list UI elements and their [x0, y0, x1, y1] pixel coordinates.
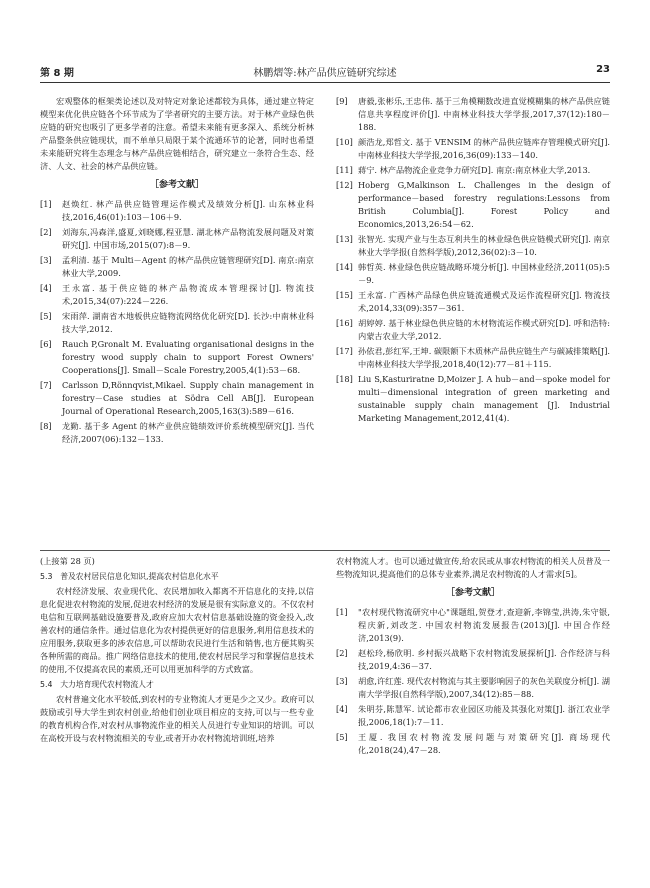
section-heading-5-3: 5.3 普及农村居民信息化知识,提高农村信息化水平: [40, 572, 219, 581]
top-right-column: [336, 95, 610, 427]
body-paragraph: 农村普遍文化水平较低,到农村的专业物流人才更是少之又少。政府可以鼓励或引导大学生到农村创业,给他们创业项目相应的支持,可以与一些专业的教育机构合作,对农村从事物流作业的相关人员进行专业知识的培训。可以在高校开设与农村物流相关的专业,或者开办农村物流培训班,培养: [40, 694, 314, 743]
reference-item: [7] Carlsson D,Rönnqvist,Mikael. Supply chain management in forestry－Case studies at Södra Cell AB[J]. European Journal of Operational Research,2005,163(3):589－616.: [40, 380, 314, 416]
reference-item: [17] 孙依君,彭红军,王坤. 碳限额下木质林产品供应链生产与碳减排策略[J]. 中南林业科技大学学报,2018,40(12):77－81＋115.: [336, 346, 610, 369]
reference-item: [6] Rauch P,Gronalt M. Evaluating organisational designs in the forestry wood supply chain to support Forest Owners' Cooperations[J]. Small－Scale Forestry,2005,4(1):53－68.: [40, 339, 314, 375]
reference-item: [18] Liu S,Kasturiratne D,Moizer J. A hub－and－spoke model for multi－dimensional integration of green marketing and sustainable supply chain management [J]. Industrial Marketing Management,2012,41(4).: [336, 374, 610, 423]
bottom-right-column: [336, 555, 610, 759]
page-number: 23: [596, 64, 610, 75]
reference-item: [8] 龙勤. 基于多 Agent 的林产业供应链绩效评价系统模型研究[J]. 当代经济,2007(06):132－133.: [40, 421, 314, 444]
reference-item: [4] 王永富. 基于供应链的林产品物流成本管理探讨[J]. 物流技术,2015,34(07):224－226.: [40, 283, 314, 306]
reference-item: [1] "农村现代物流研究中心"课题组,贺登才,查迎新,李锦莹,洪涛,朱守银,程庆新,刘改芝. 中国农村物流发展报告(2013)[J]. 中国合作经济,2013(9).: [336, 607, 610, 643]
reference-item: [16] 胡婷婷. 基于林业绿色供应链的木材物流运作模式研究[D]. 呼和浩特:内蒙古农业大学,2012.: [336, 318, 610, 341]
reference-list: [336, 606, 610, 757]
section-heading-5-4: 5.4 大力培育现代农村物流人才: [40, 680, 154, 689]
reference-item: [5] 王厦. 我国农村物流发展问题与对策研究[J]. 商场现代化,2018(24),47－28.: [336, 732, 610, 755]
conclusion-paragraph: 宏观整体的框架类论述以及对特定对象论述都较为具体，通过建立特定模型来优化供应链各个环节成为了学者研究的主要方法。对于林产业绿色供应链的研究也吸引了更多学者的注意。希望未来能有更多深入、系统分析林产品整条供应链现状，而不单单只局限于某个流通环节的论著，同时也希望未来能研究将生态理念与林产品供应链相结合，研究建立一条符合生态、经济、人文、社会的林产品供应链。: [40, 96, 314, 171]
top-left-column: [40, 95, 314, 448]
reference-item: [12] Hoberg G,Malkinson L. Challenges in the design of performance－based forestry regulations:Lessons from British Columbia[J]. Forest Policy and Economics,2013,26:54－62.: [336, 180, 610, 229]
reference-item: [3] 孟利清. 基于 Multi－Agent 的林产品供应链管理研究[D]. 南京:南京林业大学,2009.: [40, 255, 314, 278]
page-header: [40, 64, 610, 80]
reference-item: [5] 宋雨萍. 湖南省木地板供应链物流网络优化研究[D]. 长沙:中南林业科技大学,2012.: [40, 311, 314, 334]
continued-note: (上接第 28 页): [40, 556, 95, 566]
reference-list-continued: [336, 95, 610, 425]
reference-item: [11] 蔣宁. 林产品物流企业竞争力研究[D]. 南京:南京林业大学,2013.: [336, 165, 591, 175]
references-heading: ［参考文献］: [149, 180, 204, 190]
article-divider: [40, 550, 610, 551]
reference-item: [9] 唐毅,张彬乐,王忠伟. 基于三角模糊数改进直觉模糊集的林产品供应链信息共享程度评价[J]. 中南林业科技大学学报,2017,37(12):180－188.: [336, 96, 610, 132]
reference-item: [2] 刘海东,冯森洋,盛夏,刘晓娜,程亚慧. 湖北林产品物流发展问题及对策研究[J]. 中国市场,2015(07):8－9.: [40, 227, 314, 250]
body-paragraph: 农村物流人才。也可以通过做宣传,给农民或从事农村物流的相关人员普及一些物流知识,提高他们的总体专业素养,满足农村物流的人才需求[5]。: [336, 556, 610, 579]
reference-item: [13] 张智光. 实现产业与生态互利共生的林业绿色供应链模式研究[J]. 南京林业大学学报(自然科学版),2012,36(02):3－10.: [336, 234, 610, 257]
reference-item: [2] 赵松玲,杨欣明. 乡村振兴战略下农村物流发展探析[J]. 合作经济与科技,2019,4:36－37.: [336, 648, 610, 671]
bottom-left-column: [40, 555, 314, 747]
references-heading: ［参考文献］: [445, 588, 500, 598]
reference-item: [3] 胡愈,许红莲. 现代农村物流与其主要影响因子的灰色关联度分析[J]. 湖南大学学报(自然科学版),2007,34(12):85－88.: [336, 676, 610, 699]
issue-number: 第 8 期: [40, 68, 74, 79]
reference-item: [4] 朱明芬,陈慧军. 试论都市农业园区功能及其强化对策[J]. 浙江农业学报,2006,18(1):7－11.: [336, 704, 610, 727]
header-rule: [40, 82, 610, 83]
reference-item: [14] 韩哲英. 林业绿色供应链战略环境分析[J]. 中国林业经济,2011(05):5－9.: [336, 262, 610, 285]
reference-item: [1] 赵焕红. 林产品供应链管理运作模式及绩效分析[J]. 山东林业科技,2016,46(01):103－106＋9.: [40, 199, 314, 222]
body-paragraph: 农村经济发展、农业现代化、农民增加收入都离不开信息化的支持,以信息化促进农村物流的发展,促进农村经济的发展是很有实际意义的。不仅农村电信和互联网基础设施要普及,政府应加大农村信息基础设施的资金投入,改善农村的通信条件。通过信息化为农村提供更好的信息服务,利用信息技术的应用服务,获取更多的涉农信息,可以帮助农民进行生活和销售,也方便其购买各种所需的商品。推广网络信息技术的使用,使农村居民学习和掌握信息技术的使用,不仅提高农民的素质,还可以用更加科学的方式致富。: [40, 586, 314, 674]
reference-list: [40, 198, 314, 446]
running-title: 林鹏熠等:林产品供应链研究综述: [253, 68, 397, 79]
reference-item: [15] 王永富. 广西林产品绿色供应链流通模式及运作流程研究[J]. 物流技术,2014,33(09):357－361.: [336, 290, 610, 313]
reference-item: [10] 颜浩龙,郑哲文. 基于 VENSIM 的林产品供应链库存管理模式研究[J]. 中南林业科技大学学报,2016,36(09):133－140.: [336, 137, 610, 160]
